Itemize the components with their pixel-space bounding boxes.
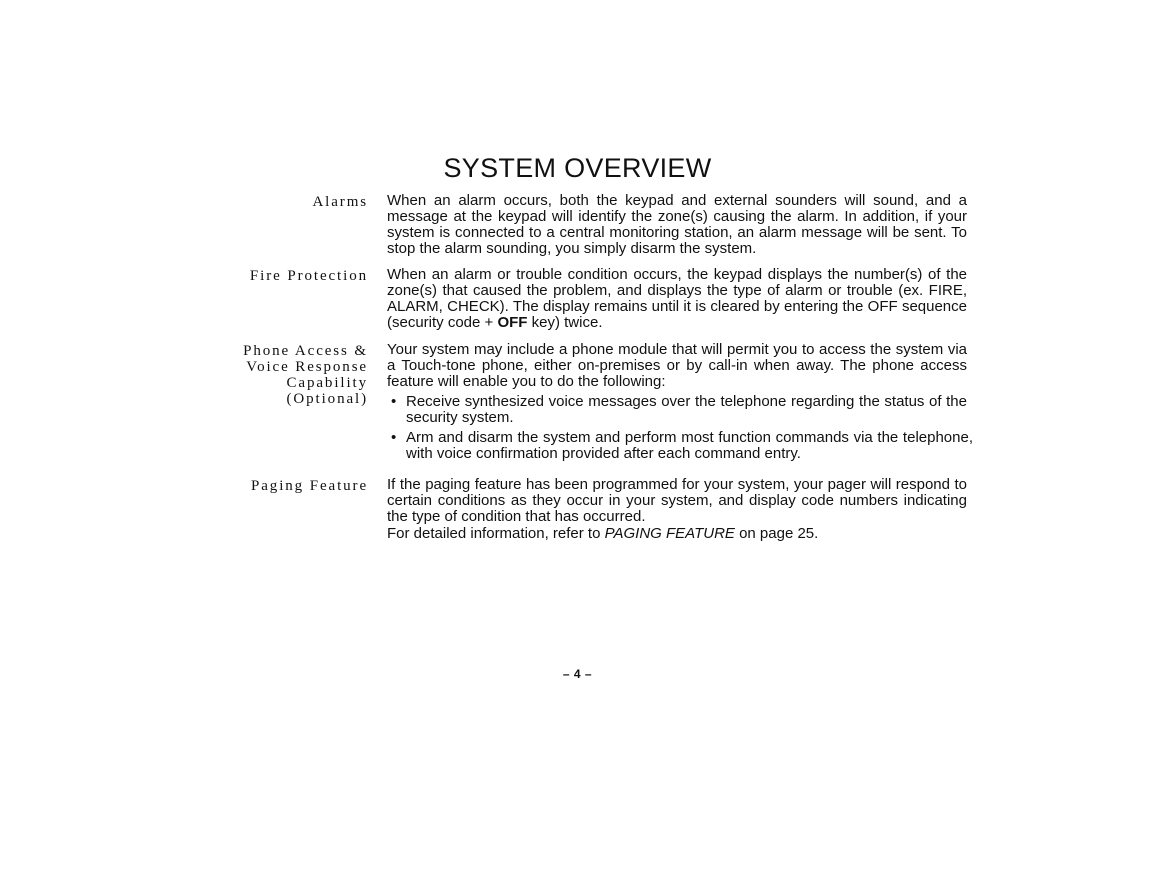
section-label-paging-feature: Paging Feature xyxy=(251,478,368,494)
phone-access-intro: Your system may include a phone module that will permit you to access the system via a Touch-tone phone, either on-premises or by call-in when away. The phone access feature will enable you to do the following: xyxy=(387,341,967,390)
page-number: – 4 – xyxy=(562,667,593,681)
section-label-phone-access: Phone Access & Voice Response Capability (Optional) xyxy=(243,343,368,407)
bullet-text: Arm and disarm the system and perform most function commands via the telephone, with voice confirmation provided after each command entry. xyxy=(406,429,973,462)
alarms-paragraph: When an alarm occurs, both the keypad and external sounders will sound, and a message at the keypad will identify the zone(s) causing the alarm. In addition, if your system is connected to a central monitoring station, an alarm message will be sent. To stop the alarm sounding, you simply disarm the system. xyxy=(387,192,967,257)
bullet-text: Receive synthesized voice messages over the telephone regarding the status of the security system. xyxy=(406,393,967,426)
section-body-paging-feature xyxy=(387,477,967,542)
off-key-bold: OFF xyxy=(497,314,528,331)
section-body-alarms xyxy=(387,193,967,257)
phone-access-bullet-list xyxy=(387,393,973,462)
fire-text-after: key) twice. xyxy=(527,314,603,331)
bullet-icon: • xyxy=(391,429,397,446)
page-title: SYSTEM OVERVIEW xyxy=(443,153,712,183)
bullet-icon: • xyxy=(391,393,397,410)
ref-text-before: For detailed information, refer to xyxy=(387,525,605,542)
paging-feature-paragraph: If the paging feature has been programmed for your system, your pager will respond to certain conditions as they occur in your system, and display code numbers indicating the type of condition that has occurred. xyxy=(387,476,967,525)
fire-text-before: When an alarm or trouble condition occurs, the keypad displays the number(s) of the zone(s) that caused the problem, and displays the type of alarm or trouble (ex. FIRE, ALARM, CHECK). The display remains until it is cleared by entering the OFF sequence (security code + xyxy=(387,266,967,331)
section-label-alarms: Alarms xyxy=(312,194,368,210)
section-label-fire-protection: Fire Protection xyxy=(249,268,368,284)
ref-text-after: on page 25. xyxy=(734,525,819,542)
list-item xyxy=(387,430,973,462)
section-body-fire-protection xyxy=(387,267,967,331)
fire-protection-paragraph xyxy=(387,267,967,331)
paging-feature-reference xyxy=(387,526,967,542)
section-body-phone-access xyxy=(387,341,973,466)
list-item xyxy=(387,394,967,426)
ref-italic-title: PAGING FEATURE xyxy=(604,525,735,542)
